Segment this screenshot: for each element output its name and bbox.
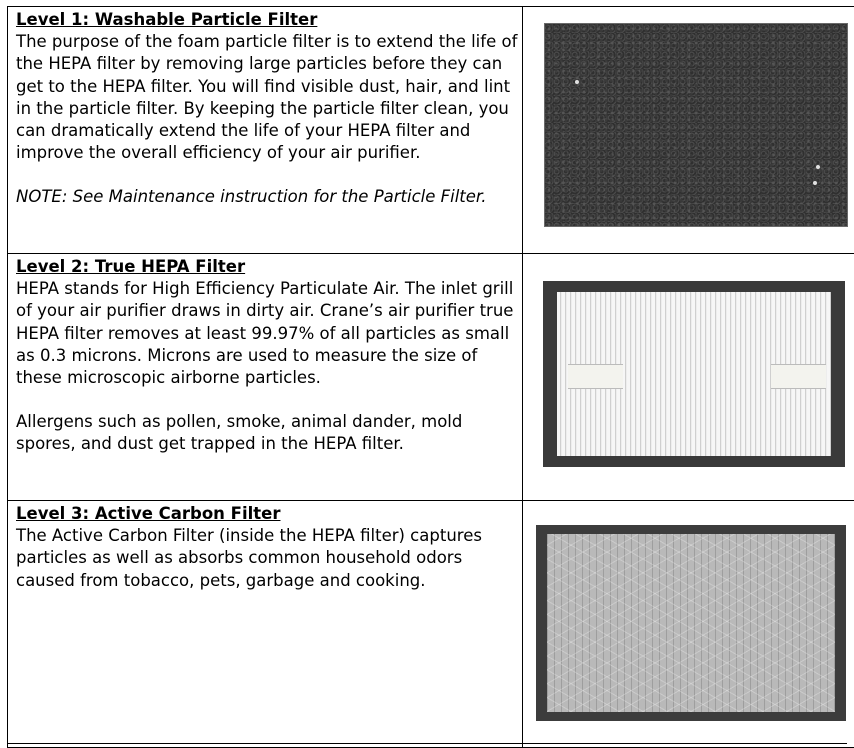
foam-hole	[575, 80, 579, 84]
spacer	[16, 389, 518, 411]
carbon-mesh	[547, 534, 835, 712]
level-1-row	[8, 7, 854, 254]
level-2-description: HEPA stands for High Efficiency Particulate Air. The inlet grill of your air purifier draws in dirty air. Crane’s air purifier true HEPA filter removes at least 99.97% of all particles as small as 0.3 microns. Microns are used to measure the size of these microscopic airborne particles.	[16, 278, 518, 389]
level-2-heading: Level 2: True HEPA Filter	[16, 256, 518, 278]
foam-hole	[813, 181, 817, 185]
level-3-description: The Active Carbon Filter (inside the HEPA filter) captures particles as well as absorbs common household odors caused from tobacco, pets, garbage and cooking.	[16, 525, 518, 592]
table-bottom-rule	[7, 743, 847, 744]
hepa-strap	[771, 364, 826, 389]
filter-levels-table	[7, 6, 854, 748]
hepa-filter-image	[543, 281, 845, 467]
level-3-image-cell	[523, 501, 854, 748]
level-1-text-cell	[8, 7, 523, 254]
hepa-pleats	[557, 292, 831, 456]
foam-hole	[816, 165, 820, 169]
level-2-text-cell	[8, 254, 523, 501]
level-3-text-cell	[8, 501, 523, 748]
level-3-heading: Level 3: Active Carbon Filter	[16, 503, 518, 525]
hepa-strap	[568, 364, 623, 389]
foam-filter-image	[544, 23, 848, 227]
level-3-row	[8, 501, 854, 748]
spacer	[16, 164, 518, 186]
level-1-note: NOTE: See Maintenance instruction for the Particle Filter.	[16, 186, 518, 208]
carbon-filter-image	[536, 525, 846, 721]
level-2-row	[8, 254, 854, 501]
level-2-allergens: Allergens such as pollen, smoke, animal dander, mold spores, and dust get trapped in the HEPA filter.	[16, 411, 518, 455]
level-1-image-cell	[523, 7, 854, 254]
level-1-heading: Level 1: Washable Particle Filter	[16, 9, 518, 31]
level-1-description: The purpose of the foam particle filter is to extend the life of the HEPA filter by removing large particles before they can get to the HEPA filter. You will find visible dust, hair, and lint in the particle filter. By keeping the particle filter clean, you can dramatically extend the life of your HEPA filter and improve the overall efficiency of your air purifier.	[16, 31, 518, 164]
level-2-image-cell	[523, 254, 854, 501]
